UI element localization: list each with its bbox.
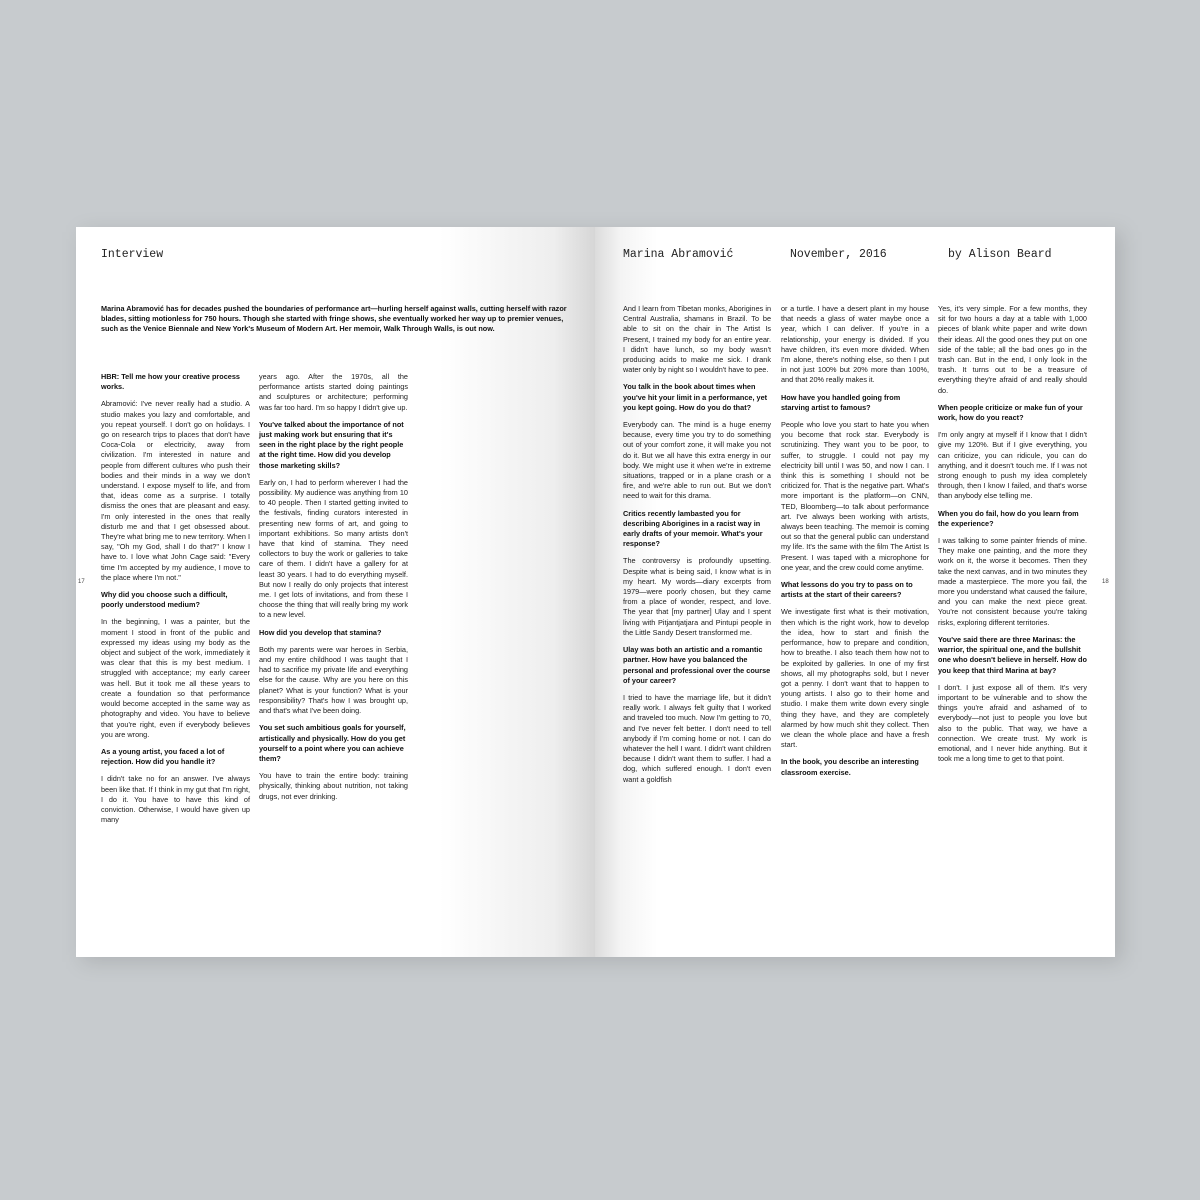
question: Critics recently lambasted you for describing Aborigines in a racist way in early drafts of your memoir. What's your response? (623, 508, 763, 549)
section-header: Interview (101, 248, 164, 261)
right-page (595, 227, 1115, 957)
question: How have you handled going from starving artist to famous? (781, 392, 901, 412)
question: You've said there are three Marinas: the warrior, the spiritual one, and the bullshit one who doesn't believe in herself. How do you keep that third Marina at bay? (938, 634, 1087, 675)
right-column-2 (781, 304, 929, 785)
answer-paragraph: years ago. After the 1970s, all the performance artists started doing paintings and sculptures or architecture; performing was far too hard. I'm so happy I didn't give up. (259, 372, 408, 412)
left-column-2 (259, 372, 408, 809)
question: In the book, you describe an interesting classroom exercise. (781, 757, 919, 777)
question: As a young artist, you faced a lot of rejection. How did you handle it? (101, 746, 225, 767)
question: Why did you choose such a difficult, poorly understood medium? (101, 590, 228, 610)
question: When people criticize or make fun of your work, how do you react? (938, 402, 1083, 423)
right-column-1 (623, 304, 771, 792)
page-number: 17 (78, 579, 85, 585)
answer-paragraph: I don't. I just expose all of them. It's very important to be vulnerable and to show the things you're afraid and ashamed of to everybody—not just to people you love but also to the public. That way, we have a connection. We create trust. My work is emotional, and I never hide anything. But it took me a long time to get to that point. (938, 682, 1087, 764)
article-lead: Marina Abramović has for decades pushed the boundaries of performance art—hurling herself against walls, cutting herself with razor blades, sitting motionless for 750 hours. Though she started with fringe shows, she eventually worked her way up to premier venues, such as the Venice Biennale and New York's Museum of Modern Art. Her memoir, Walk Through Walls, is out now. (101, 304, 567, 334)
question: You talk in the book about times when you've hit your limit in a performance, yet you kept going. How do you do that? (623, 382, 768, 412)
left-page (76, 227, 595, 957)
answer-paragraph: I tried to have the marriage life, but it didn't really work. I always felt guilty that I worked and traveled too much. Now I'm getting to 70, and I've never felt better. I don't need to tell anybody if I'm coming home or not. I can do whatever the hell I want. I didn't want children because I didn't want them to suffer. I had a dog, which suffered enough. I don't even want a goldfish (623, 692, 771, 784)
answer-paragraph: People who love you start to hate you when you become that rock star. Everybody is scrutinizing. They want you to be poor, to suffer, to struggle. I could not pay my electricity bill until I was 50, and now I can. I think this is something I should not be criticized for. That is the negative part. What's more important is the platform—on CNN, TED, Bloomberg—to talk about performance art. I've always been working with artists, always been teaching. The memoir is coming out so that the general public can understand my life. It's the same with the film The Artist Is Present. I was taped with a microphone for one year, and the crew could come anytime. (781, 420, 929, 572)
answer-paragraph: We investigate first what is their motivation, then which is the right work, how to develop the idea, how to start and finish the performance, how to prepare and condition, how to breathe. I also teach them how not to be exploited by galleries. In one of my first shows, all my photographs sold, but I never got a penny. I don't want that to happen to young artists. I also go to their home and studio. I make them write down every single thing they have, and they are completely alarmed by how much shit they collect. Then we clean the whole place and have a fresh start. (781, 607, 929, 750)
question: What lessons do you try to pass on to artists at the start of their careers? (781, 580, 913, 600)
answer-paragraph: Everybody can. The mind is a huge enemy because, every time you try to do something out of your comfort zone, it will make you not do it. But we all have this extra energy in our body. We might use it when we're in extreme situations, trapped or in a plane crash or a fire, and we're able to run out. But we don't need to wait for this drama. (623, 420, 771, 501)
answer-paragraph: I didn't take no for an answer. I've always been like that. If I think in my gut that I'm right, I do it. You have to have this kind of conviction. Otherwise, I would have given up many (101, 774, 250, 825)
answer-paragraph: In the beginning, I was a painter, but the moment I stood in front of the public and expressed my ideas using my body as the object and subject of the work, immediately it was clear that this is my best medium. I struggled with acceptance; my early career was hell. But it took me all these years to create a foundation so that performance would become accepted in the same way as photography and video. You have to believe that you're right, even if everybody believes you are wrong. (101, 617, 250, 739)
answer-paragraph: Both my parents were war heroes in Serbia, and my entire childhood I was taught that I had to sacrifice my private life and everything else for the cause. Why are you here on this planet? What is your function? What is your responsibility? That's how I was brought up, and that's what I've been doing. (259, 644, 408, 716)
question: You've talked about the importance of not just making work but ensuring that it's seen in the right place by the right people at the right time. How did you develop those marketing skills? (259, 419, 404, 470)
header-date: November, 2016 (790, 248, 887, 261)
answer-paragraph: or a turtle. I have a desert plant in my house that needs a glass of water maybe once a year, which I can deliver. If you're in a relationship, your energy is divided. If you have children, it's even more divided. When I'm alone, there's nothing else, so then I put in not just 100% but 20% more than 100%, and that 20% really makes it. (781, 304, 929, 385)
answer-paragraph: Abramović: I've never really had a studio. A studio makes you lazy and comfortable, and you repeat yourself. I don't go on holidays. I go on research trips to places that don't have Coca-Cola or electricity, away from civilization. I'm interested in nature and people from different cultures who push their bodies and their minds in a way we don't understand. I expose myself to life, and from that, ideas come as a surprise. I totally dismiss the ones that are pleasant and easy. I'm only interested in the ones that really disturb me and that I get obsessed about. They're what bring me to new territory. When I say, "Oh my God, shall I do that?" I know I have to. I love what John Cage said: "Every time I'm accepted by my audience, I move to the place where I'm not." (101, 399, 250, 582)
page-number: 18 (1102, 579, 1109, 585)
answer-paragraph: The controversy is profoundly upsetting. Despite what is being said, I know what is in my heart. My words—diary excerpts from 1979—were poorly chosen, but they came from a place of wonder, respect, and love. The year that [my partner] Ulay and I spent living with Pitjantjatjara and Pintupi people in the Little Sandy Desert transformed me. (623, 556, 771, 637)
left-column-1 (101, 372, 250, 832)
question: HBR: Tell me how your creative process works. (101, 372, 240, 392)
header-subject-name: Marina Abramović (623, 248, 734, 261)
answer-paragraph: You have to train the entire body: training physically, thinking about nutrition, not taking drugs, not ever drinking. (259, 771, 408, 801)
question: How did you develop that stamina? (259, 627, 382, 637)
answer-paragraph: Early on, I had to perform wherever I had the possibility. My audience was anything from 10 to 40 people. Then I started getting invited to the festivals, finding curators interested in presenting new forms of art, and going to important exhibitions. So many artists don't have that kind of stamina. They need collectors to buy the work or galleries to take care of them. I didn't have a gallery for at least 30 years. I had to do everything myself. But now I really do only projects that interest me. I get lots of invitations, and from these I choose the thing that will really bring my work to a new level. (259, 477, 408, 620)
answer-paragraph: Yes, it's very simple. For a few months, they sit for two hours a day at a table with 1,000 pieces of blank white paper and write down their ideas. All the good ones they put on one side of the table; all the bad ones go in the trash can. But in the end, I only look in the trash. It turns out to be a treasure of everything they're afraid of and really should do. (938, 304, 1087, 395)
question: You set such ambitious goals for yourself, artistically and physically. How do you get yourself to a point where you can achieve them? (259, 723, 406, 763)
answer-paragraph: I was talking to some painter friends of mine. They make one painting, and the more they work on it, the worse it becomes. Then they take the next canvas, and in two minutes they made a masterpiece. The more you fail, the more you understand what caused the failure, and you can make the next piece great. You're not consistent because you're taking risks, exploring different territories. (938, 536, 1087, 627)
answer-paragraph: And I learn from Tibetan monks, Aborigines in Central Australia, shamans in Brazil. To be able to sit on the chair in The Artist Is Present, I trained my body for an entire year. I didn't have lunch, so my body wasn't producing acids to make me sick. I drank water only by night so I wouldn't have to pee. (623, 304, 771, 375)
question: Ulay was both an artistic and a romantic partner. How have you balanced the personal and professional over the course of your career? (623, 645, 771, 685)
right-column-3 (938, 304, 1087, 771)
question: When you do fail, how do you learn from the experience? (938, 508, 1079, 528)
answer-paragraph: I'm only angry at myself if I know that I didn't give my 120%. But if I give everything, you can criticize, you can ridicule, you can do anything, and it doesn't touch me. If I was not strong enough to push my idea completely through, then I know I failed, and that's worse than anybody else telling me. (938, 430, 1087, 501)
header-author: by Alison Beard (948, 248, 1052, 261)
